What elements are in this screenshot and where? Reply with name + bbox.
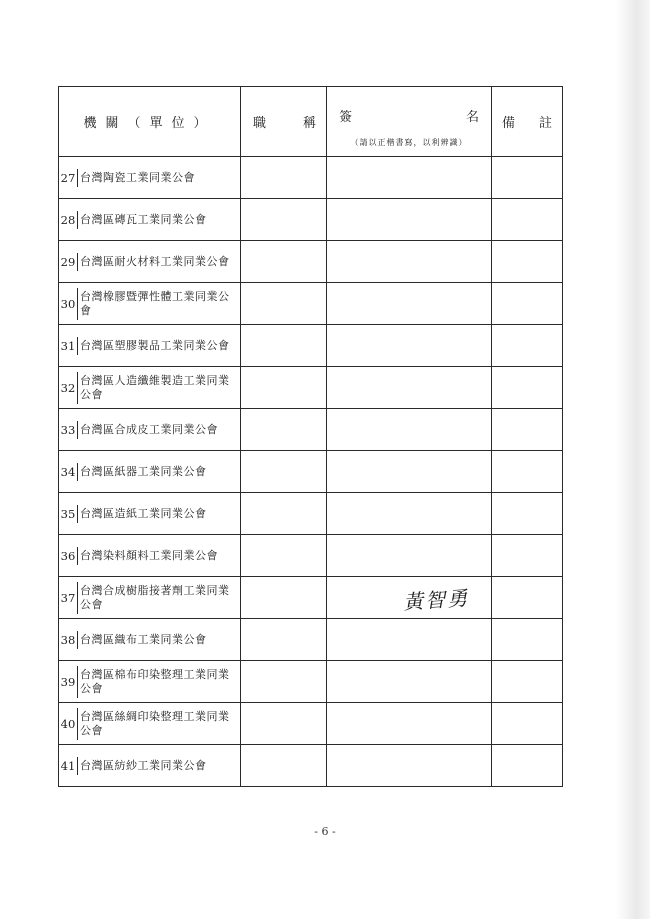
organization-name: 台灣區絲綢印染整理工業同業公會 xyxy=(77,708,240,740)
title-cell[interactable] xyxy=(241,703,327,745)
title-cell[interactable] xyxy=(241,409,327,451)
organization-name: 台灣染料顏料工業同業公會 xyxy=(77,547,221,565)
signature-cell[interactable] xyxy=(327,745,492,787)
organization-cell xyxy=(59,283,241,325)
table-row xyxy=(59,745,563,787)
table-row xyxy=(59,535,563,577)
header-title-right: 稱 xyxy=(302,116,316,131)
signature-cell[interactable] xyxy=(327,493,492,535)
organization-cell xyxy=(59,241,241,283)
table-row xyxy=(59,325,563,367)
row-number: 41 xyxy=(60,758,76,773)
signature-cell[interactable] xyxy=(327,409,492,451)
organization-cell xyxy=(59,493,241,535)
organization-name: 台灣區紡紗工業同業公會 xyxy=(77,757,210,775)
table-row xyxy=(59,493,563,535)
signature-cell[interactable] xyxy=(327,451,492,493)
table-row xyxy=(59,367,563,409)
table-row xyxy=(59,409,563,451)
signature-cell[interactable] xyxy=(327,619,492,661)
organization-cell xyxy=(59,577,241,619)
remark-cell[interactable] xyxy=(492,619,563,661)
organization-name: 台灣區合成皮工業同業公會 xyxy=(77,421,221,439)
organization-name: 台灣區造紙工業同業公會 xyxy=(77,505,210,523)
signature-cell[interactable] xyxy=(327,199,492,241)
row-number: 40 xyxy=(60,716,76,731)
organization-cell xyxy=(59,703,241,745)
title-cell[interactable] xyxy=(241,283,327,325)
signature-cell[interactable] xyxy=(327,703,492,745)
organization-cell xyxy=(59,451,241,493)
remark-cell[interactable] xyxy=(492,241,563,283)
remark-cell[interactable] xyxy=(492,745,563,787)
header-remark-left: 備 xyxy=(502,116,516,131)
title-cell[interactable] xyxy=(241,661,327,703)
row-number: 34 xyxy=(60,464,76,479)
header-signature xyxy=(327,87,492,157)
table-row xyxy=(59,619,563,661)
title-cell[interactable] xyxy=(241,493,327,535)
title-cell[interactable] xyxy=(241,241,327,283)
table-row xyxy=(59,241,563,283)
row-number: 36 xyxy=(60,548,76,563)
title-cell[interactable] xyxy=(241,199,327,241)
remark-cell[interactable] xyxy=(492,409,563,451)
row-number: 39 xyxy=(60,674,76,689)
table-row xyxy=(59,451,563,493)
signature-cell[interactable] xyxy=(327,241,492,283)
organization-name: 台灣區紙器工業同業公會 xyxy=(77,463,210,481)
scan-edge-shadow xyxy=(616,0,650,919)
table-row xyxy=(59,577,563,619)
remark-cell[interactable] xyxy=(492,157,563,199)
signature-cell[interactable] xyxy=(327,661,492,703)
row-number: 32 xyxy=(60,380,76,395)
table-row xyxy=(59,661,563,703)
table-row xyxy=(59,283,563,325)
organization-cell xyxy=(59,199,241,241)
remark-cell[interactable] xyxy=(492,367,563,409)
header-title-left: 職 xyxy=(253,116,267,131)
row-number: 28 xyxy=(60,212,76,227)
header-organization: 機關（單位） xyxy=(59,87,241,157)
organization-name: 台灣區織布工業同業公會 xyxy=(77,631,210,649)
title-cell[interactable] xyxy=(241,157,327,199)
remark-cell[interactable] xyxy=(492,325,563,367)
row-number: 31 xyxy=(60,338,76,353)
organization-cell xyxy=(59,535,241,577)
organization-name: 台灣橡膠暨彈性體工業同業公會 xyxy=(77,288,240,320)
remark-cell[interactable] xyxy=(492,493,563,535)
organization-name: 台灣區磚瓦工業同業公會 xyxy=(77,211,210,229)
row-number: 29 xyxy=(60,254,76,269)
signature-cell[interactable] xyxy=(327,157,492,199)
remark-cell[interactable] xyxy=(492,283,563,325)
table-row xyxy=(59,199,563,241)
remark-cell[interactable] xyxy=(492,703,563,745)
organization-cell xyxy=(59,367,241,409)
header-row xyxy=(59,87,563,157)
title-cell[interactable] xyxy=(241,451,327,493)
organization-cell xyxy=(59,325,241,367)
title-cell[interactable] xyxy=(241,535,327,577)
remark-cell[interactable] xyxy=(492,199,563,241)
signature-cell[interactable] xyxy=(327,283,492,325)
header-remark xyxy=(492,87,563,157)
row-number: 27 xyxy=(60,170,76,185)
page-number: - 6 - xyxy=(314,825,336,838)
row-number: 37 xyxy=(60,590,76,605)
signature-cell[interactable] xyxy=(327,325,492,367)
title-cell[interactable] xyxy=(241,619,327,661)
organization-name: 台灣合成樹脂接著劑工業同業公會 xyxy=(77,582,240,614)
row-number: 35 xyxy=(60,506,76,521)
remark-cell[interactable] xyxy=(492,661,563,703)
signature-sheet-table xyxy=(58,86,563,787)
table-row xyxy=(59,157,563,199)
handwritten-signature: 黃智勇 xyxy=(402,585,470,615)
remark-cell[interactable] xyxy=(492,451,563,493)
organization-name: 台灣區棉布印染整理工業同業公會 xyxy=(77,666,240,698)
organization-name: 台灣區塑膠製品工業同業公會 xyxy=(77,337,233,355)
table-row xyxy=(59,703,563,745)
title-cell[interactable] xyxy=(241,367,327,409)
signature-cell[interactable] xyxy=(327,535,492,577)
header-title xyxy=(241,87,327,157)
row-number: 33 xyxy=(60,422,76,437)
signature-cell[interactable] xyxy=(327,577,492,619)
organization-cell xyxy=(59,157,241,199)
row-number: 38 xyxy=(60,632,76,647)
title-cell[interactable] xyxy=(241,325,327,367)
header-sign-note: （請以正楷書寫，以利辨識） xyxy=(350,137,468,147)
organization-cell xyxy=(59,661,241,703)
organization-name: 台灣陶瓷工業同業公會 xyxy=(77,169,198,187)
row-number: 30 xyxy=(60,296,76,311)
signature-cell[interactable] xyxy=(327,367,492,409)
header-remark-right: 註 xyxy=(538,116,552,131)
organization-name: 台灣區人造纖維製造工業同業公會 xyxy=(77,372,240,404)
title-cell[interactable] xyxy=(241,577,327,619)
organization-cell xyxy=(59,745,241,787)
header-sign-right: 名 xyxy=(465,109,479,125)
organization-cell xyxy=(59,409,241,451)
remark-cell[interactable] xyxy=(492,535,563,577)
title-cell[interactable] xyxy=(241,745,327,787)
header-sign-left: 簽 xyxy=(339,109,353,125)
organization-cell xyxy=(59,619,241,661)
organization-name: 台灣區耐火材料工業同業公會 xyxy=(77,253,233,271)
remark-cell[interactable] xyxy=(492,577,563,619)
